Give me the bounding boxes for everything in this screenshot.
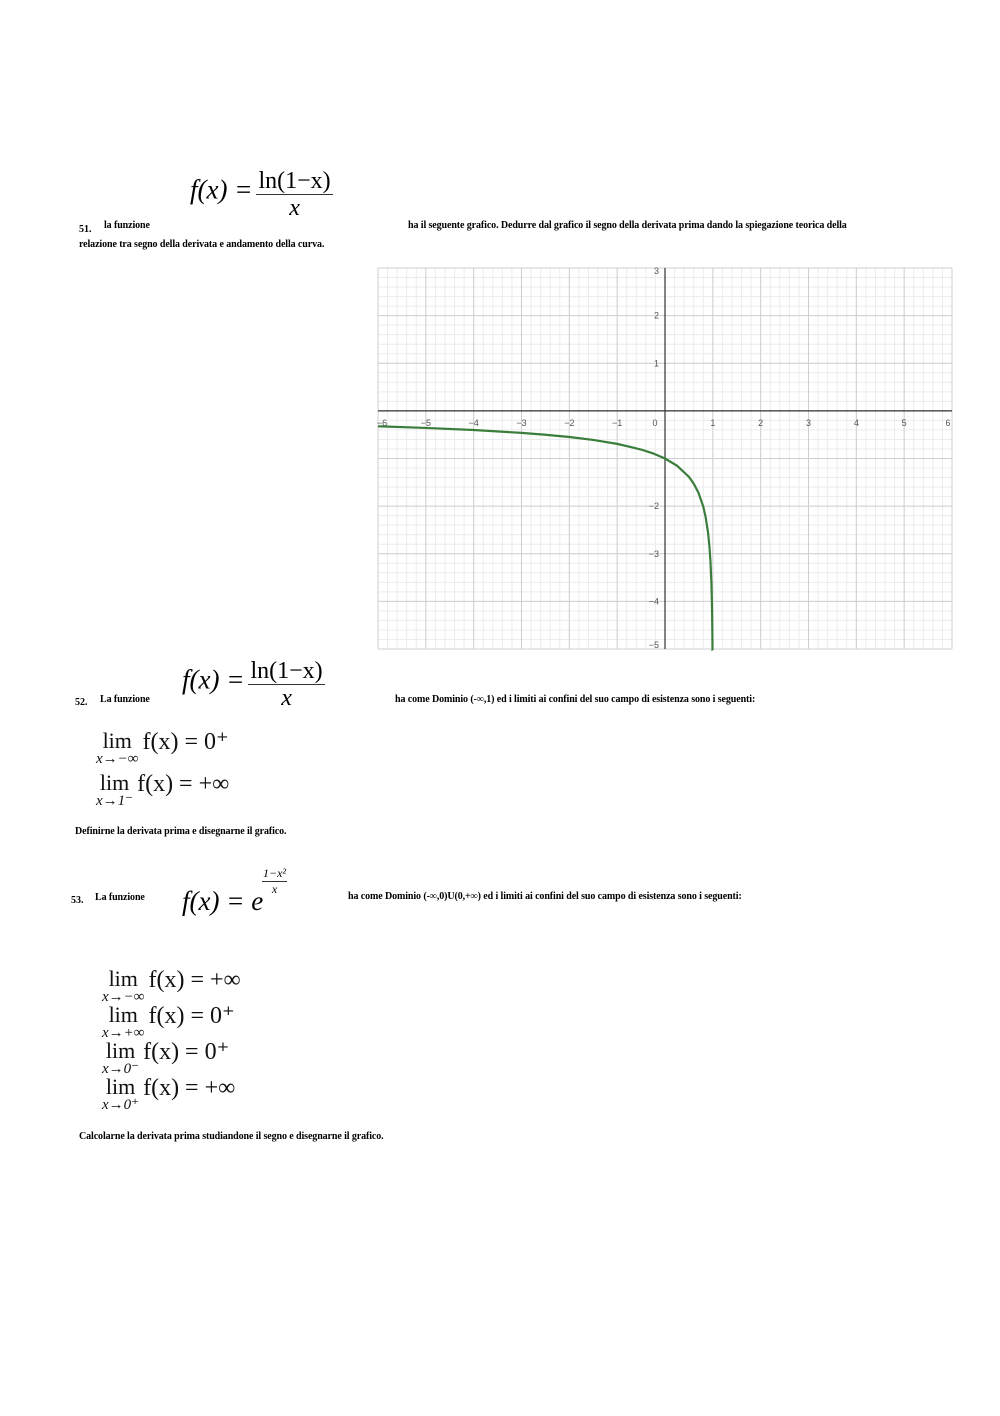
x-tick-label: 2 [758, 417, 764, 428]
q51-formula [190, 168, 333, 222]
y-tick-label: −2 [648, 501, 659, 512]
q53-exponent-numerator: 1−x² [263, 866, 287, 880]
limit-subscript: x→−∞ [96, 751, 139, 767]
y-tick-label: 2 [653, 310, 659, 321]
q52-limit-2 [96, 772, 229, 809]
limit-expression: f(x) = +∞ [137, 771, 230, 797]
q53-closing: Calcolarne la derivata prima studiandone il segno e disegnarne il grafico. [79, 1131, 384, 1142]
x-tick-label: 0 [652, 417, 658, 428]
q52-formula-lhs: f(x) = [182, 664, 245, 695]
limit-subscript: x→1⁻ [96, 793, 134, 809]
q53-limit-1 [102, 968, 241, 1005]
q52-limit-1 [96, 730, 229, 767]
limit-operator: lim [102, 728, 132, 753]
y-tick-label: −5 [648, 640, 659, 650]
q53-formula [182, 866, 312, 916]
y-tick-label: −3 [648, 548, 659, 559]
q53-limit-4 [102, 1076, 235, 1113]
limit-expression: f(x) = 0⁺ [148, 1003, 235, 1029]
q51-formula-denominator: x [289, 195, 300, 222]
y-tick-label: 3 [653, 266, 659, 276]
q52-formula [182, 658, 325, 712]
x-tick-label: −3 [516, 417, 527, 428]
x-tick-label: 4 [853, 417, 859, 428]
q53-exponent-denominator: x [271, 882, 278, 896]
q51-formula-numerator: ln(1−x) [258, 168, 331, 194]
limit-expression: f(x) = 0⁺ [142, 729, 229, 755]
function-graph [378, 268, 952, 649]
x-tick-label: 5 [901, 417, 907, 428]
q52-formula-numerator: ln(1−x) [250, 658, 323, 684]
x-tick-label: 1 [710, 417, 716, 428]
limit-operator: lim [105, 1038, 136, 1063]
x-tick-label: −2 [564, 417, 575, 428]
limit-expression: f(x) = +∞ [148, 967, 241, 993]
q51-text-line1: ha il seguente grafico. Dedurre dal grafico il segno della derivata prima dando la spiegazione teorica della [408, 220, 847, 231]
q51-number: 51. [79, 224, 92, 235]
limit-subscript: x→0⁻ [102, 1061, 140, 1077]
q53-intro: La funzione [95, 892, 145, 903]
q52-intro: La funzione [100, 694, 150, 705]
limit-subscript: x→−∞ [102, 989, 145, 1005]
y-tick-label: −4 [648, 596, 659, 607]
q52-formula-denominator: x [281, 685, 292, 712]
limit-operator: lim [108, 966, 138, 991]
q51-intro: la funzione [104, 220, 150, 231]
x-tick-label: −6 [376, 417, 388, 428]
y-tick-label: 1 [653, 358, 659, 369]
x-tick-label: −1 [612, 417, 623, 428]
limit-subscript: x→0⁺ [102, 1097, 140, 1113]
q53-limit-3 [102, 1040, 229, 1077]
x-tick-label: −4 [468, 417, 479, 428]
q52-closing: Definirne la derivata prima e disegnarne il grafico. [75, 826, 287, 837]
limit-subscript: x→+∞ [102, 1025, 145, 1041]
limit-operator: lim [99, 770, 130, 795]
q52-text: ha come Dominio (-∞,1) ed i limiti ai confini del suo campo di esistenza sono i seguenti: [395, 694, 756, 705]
q51-formula-lhs: f(x) = [190, 174, 253, 205]
x-tick-label: 6 [945, 417, 951, 428]
x-tick-label: 3 [805, 417, 812, 428]
q53-text: ha come Dominio (-∞,0)U(0,+∞) ed i limiti ai confini del suo campo di esistenza sono i seguenti: [348, 891, 742, 902]
q52-formula-fraction [248, 658, 324, 712]
limit-operator: lim [105, 1074, 136, 1099]
limit-operator: lim [108, 1002, 138, 1027]
limit-expression: f(x) = 0⁺ [143, 1039, 230, 1065]
q52-number: 52. [75, 697, 88, 708]
x-tick-label: −5 [420, 417, 431, 428]
q53-number: 53. [71, 895, 84, 906]
q51-text-line2: relazione tra segno della derivata e andamento della curva. [79, 239, 325, 250]
q53-formula-lhs: f(x) = e [182, 886, 264, 916]
q53-limit-2 [102, 1004, 235, 1041]
q51-formula-fraction [256, 168, 332, 222]
q53-exponent [262, 866, 287, 897]
limit-expression: f(x) = +∞ [143, 1075, 236, 1101]
